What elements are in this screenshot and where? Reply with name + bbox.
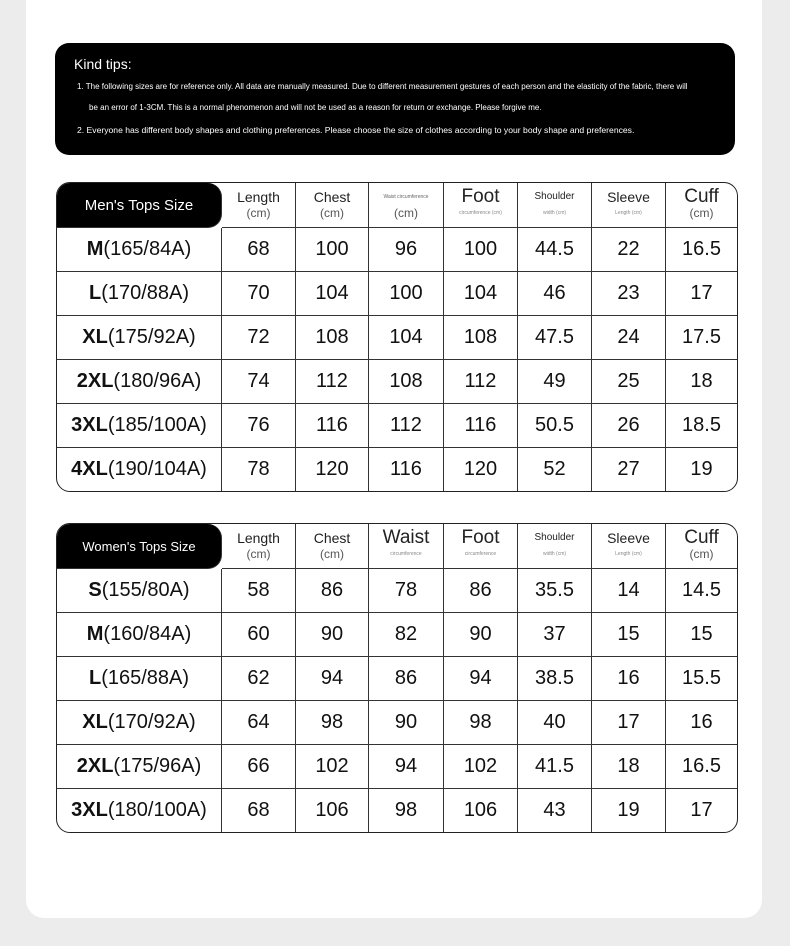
header-unit: (cm) bbox=[689, 547, 714, 561]
value-cell: 112 bbox=[444, 360, 518, 404]
size-cell bbox=[57, 569, 222, 613]
value-cell: 106 bbox=[444, 789, 518, 832]
tip-1-cont: be an error of 1-3CM. This is a normal phenomenon and will not be used as a reason for return or exchange. Please forgive me. bbox=[89, 103, 542, 112]
value-cell: 19 bbox=[592, 789, 666, 832]
size-spec: (180/100A) bbox=[107, 799, 207, 821]
value-cell: 38.5 bbox=[518, 657, 592, 701]
size-spec: (175/92A) bbox=[107, 326, 196, 348]
column-header bbox=[444, 183, 518, 228]
value-cell: 108 bbox=[369, 360, 444, 404]
value-cell: 120 bbox=[444, 448, 518, 491]
header-label: Waist circumference bbox=[383, 194, 429, 200]
size-cell bbox=[57, 613, 222, 657]
value-cell: 70 bbox=[222, 272, 296, 316]
size-label: 2XL bbox=[76, 370, 114, 392]
header-label: Cuff bbox=[684, 527, 719, 548]
column-header bbox=[222, 524, 296, 569]
size-label: 3XL bbox=[71, 414, 108, 436]
column-header bbox=[444, 524, 518, 569]
table-row bbox=[57, 360, 737, 404]
value-cell: 66 bbox=[222, 745, 296, 789]
size-cell bbox=[57, 745, 222, 789]
table-row bbox=[57, 569, 737, 613]
mens-size-table bbox=[56, 182, 738, 492]
column-header bbox=[666, 524, 737, 569]
size-spec: (170/88A) bbox=[101, 282, 190, 304]
value-cell: 68 bbox=[222, 228, 296, 272]
header-label: Chest bbox=[313, 530, 351, 546]
value-cell: 43 bbox=[518, 789, 592, 832]
column-header bbox=[296, 183, 369, 228]
size-spec: (165/88A) bbox=[101, 667, 190, 689]
value-cell: 106 bbox=[296, 789, 369, 832]
value-cell: 15 bbox=[592, 613, 666, 657]
value-cell: 60 bbox=[222, 613, 296, 657]
column-header bbox=[222, 183, 296, 228]
header-row bbox=[57, 524, 737, 569]
value-cell: 116 bbox=[444, 404, 518, 448]
size-cell bbox=[57, 360, 222, 404]
value-cell: 94 bbox=[296, 657, 369, 701]
value-cell: 17 bbox=[666, 272, 737, 316]
size-cell bbox=[57, 701, 222, 745]
value-cell: 90 bbox=[296, 613, 369, 657]
table-row bbox=[57, 448, 737, 491]
value-cell: 104 bbox=[444, 272, 518, 316]
header-label: Foot bbox=[461, 186, 500, 207]
size-label: 2XL bbox=[76, 755, 114, 777]
kind-tips-box bbox=[55, 43, 735, 155]
value-cell: 40 bbox=[518, 701, 592, 745]
value-cell: 49 bbox=[518, 360, 592, 404]
size-cell bbox=[57, 404, 222, 448]
value-cell: 16.5 bbox=[666, 228, 737, 272]
header-row bbox=[57, 183, 737, 228]
value-cell: 100 bbox=[444, 228, 518, 272]
size-spec: (165/84A) bbox=[103, 238, 192, 260]
value-cell: 98 bbox=[296, 701, 369, 745]
value-cell: 16.5 bbox=[666, 745, 737, 789]
value-cell: 18.5 bbox=[666, 404, 737, 448]
value-cell: 25 bbox=[592, 360, 666, 404]
value-cell: 14 bbox=[592, 569, 666, 613]
value-cell: 86 bbox=[444, 569, 518, 613]
value-cell: 82 bbox=[369, 613, 444, 657]
header-unit: width (cm) bbox=[542, 210, 567, 216]
size-spec: (160/84A) bbox=[103, 623, 192, 645]
value-cell: 98 bbox=[444, 701, 518, 745]
value-cell: 102 bbox=[444, 745, 518, 789]
tip-1: 1. The following sizes are for reference only. All data are manually measured. Due to different measurement gestures of each person and the elasticity of the fabric, there will bbox=[77, 82, 688, 91]
value-cell: 23 bbox=[592, 272, 666, 316]
value-cell: 35.5 bbox=[518, 569, 592, 613]
value-cell: 104 bbox=[296, 272, 369, 316]
size-spec: (170/92A) bbox=[107, 711, 196, 733]
size-label: L bbox=[88, 282, 102, 304]
size-label: 3XL bbox=[71, 799, 108, 821]
size-cell bbox=[57, 272, 222, 316]
value-cell: 16 bbox=[666, 701, 737, 745]
table-row bbox=[57, 404, 737, 448]
value-cell: 16 bbox=[592, 657, 666, 701]
value-cell: 62 bbox=[222, 657, 296, 701]
value-cell: 44.5 bbox=[518, 228, 592, 272]
value-cell: 15 bbox=[666, 613, 737, 657]
value-cell: 47.5 bbox=[518, 316, 592, 360]
size-cell bbox=[57, 789, 222, 832]
header-unit: circumference bbox=[464, 551, 497, 557]
header-unit: circumference bbox=[390, 551, 422, 557]
header-unit: width (cm) bbox=[542, 551, 567, 557]
size-cell bbox=[57, 448, 222, 491]
table-title: Women's Tops Size bbox=[57, 524, 222, 569]
value-cell: 116 bbox=[296, 404, 369, 448]
size-cell bbox=[57, 316, 222, 360]
value-cell: 17 bbox=[690, 799, 713, 821]
value-cell: 19 bbox=[690, 458, 713, 480]
column-header bbox=[369, 183, 444, 228]
size-label: 4XL bbox=[71, 458, 108, 480]
value-cell: 76 bbox=[222, 404, 296, 448]
column-header bbox=[518, 183, 592, 228]
value-cell: 120 bbox=[296, 448, 369, 491]
size-spec: (190/104A) bbox=[107, 458, 207, 480]
value-cell: 24 bbox=[592, 316, 666, 360]
value-cell: 17.5 bbox=[666, 316, 737, 360]
header-label: Waist bbox=[382, 527, 430, 548]
value-cell: 15.5 bbox=[666, 657, 737, 701]
table-row bbox=[57, 745, 737, 789]
table-row bbox=[57, 613, 737, 657]
header-unit: Length (cm) bbox=[615, 210, 642, 216]
size-spec: (185/100A) bbox=[107, 414, 207, 436]
size-cell bbox=[57, 228, 222, 272]
value-cell: 64 bbox=[222, 701, 296, 745]
size-spec: (175/96A) bbox=[113, 755, 202, 777]
header-unit: Length (cm) bbox=[615, 551, 642, 557]
value-cell: 108 bbox=[296, 316, 369, 360]
tip-2: 2. Everyone has different body shapes and clothing preferences. Please choose the size of clothes according to your body shape and preferences. bbox=[77, 125, 635, 135]
value-cell: 90 bbox=[369, 701, 444, 745]
column-header bbox=[518, 524, 592, 569]
header-label: Length bbox=[237, 530, 280, 546]
value-cell: 52 bbox=[518, 448, 592, 491]
size-label: M bbox=[86, 623, 104, 645]
table-row bbox=[57, 657, 737, 701]
header-label: Length bbox=[237, 189, 280, 205]
value-cell: 26 bbox=[592, 404, 666, 448]
value-cell: 86 bbox=[369, 657, 444, 701]
value-cell: 108 bbox=[444, 316, 518, 360]
value-cell: 94 bbox=[369, 745, 444, 789]
value-cell: 90 bbox=[444, 613, 518, 657]
header-unit: (cm) bbox=[246, 206, 271, 220]
value-cell: 94 bbox=[444, 657, 518, 701]
size-label: XL bbox=[82, 711, 108, 733]
table-row bbox=[57, 701, 737, 745]
column-header bbox=[296, 524, 369, 569]
value-cell: 104 bbox=[369, 316, 444, 360]
table-row bbox=[57, 272, 737, 316]
value-cell: 100 bbox=[296, 228, 369, 272]
value-cell: 17 bbox=[592, 701, 666, 745]
size-label: XL bbox=[82, 326, 108, 348]
table-title: Men's Tops Size bbox=[57, 183, 222, 228]
header-label: Sleeve bbox=[607, 189, 650, 205]
size-spec: (155/80A) bbox=[101, 579, 190, 601]
value-cell: 14.5 bbox=[666, 569, 737, 613]
tips-title: Kind tips: bbox=[74, 56, 132, 72]
column-header bbox=[369, 524, 444, 569]
column-header bbox=[592, 183, 666, 228]
header-label: Sleeve bbox=[607, 530, 650, 546]
value-cell: 102 bbox=[296, 745, 369, 789]
value-cell: 112 bbox=[296, 360, 369, 404]
table-row bbox=[57, 316, 737, 360]
size-label: L bbox=[88, 667, 102, 689]
table-row bbox=[57, 228, 737, 272]
header-label: Foot bbox=[461, 527, 500, 548]
value-cell: 50.5 bbox=[518, 404, 592, 448]
column-header bbox=[592, 524, 666, 569]
value-cell: 98 bbox=[369, 789, 444, 832]
size-label: M bbox=[86, 238, 104, 260]
value-cell: 100 bbox=[369, 272, 444, 316]
value-cell: 78 bbox=[222, 448, 296, 491]
header-label: Cuff bbox=[684, 186, 719, 207]
value-cell: 72 bbox=[222, 316, 296, 360]
table-row bbox=[57, 789, 737, 832]
header-unit: (cm) bbox=[320, 206, 344, 220]
size-label: S bbox=[88, 579, 102, 601]
column-header bbox=[666, 183, 737, 228]
value-cell: 41.5 bbox=[518, 745, 592, 789]
header-unit: (cm) bbox=[320, 547, 344, 561]
value-cell: 86 bbox=[296, 569, 369, 613]
header-unit: (cm) bbox=[246, 547, 271, 561]
header-unit: circumference (cm) bbox=[459, 210, 502, 216]
header-label: Shoulder bbox=[534, 532, 575, 543]
header-label: Shoulder bbox=[534, 191, 575, 202]
value-cell: 96 bbox=[369, 228, 444, 272]
size-cell bbox=[57, 657, 222, 701]
value-cell: 18 bbox=[592, 745, 666, 789]
value-cell: 46 bbox=[518, 272, 592, 316]
value-cell: 22 bbox=[592, 228, 666, 272]
header-unit: (cm) bbox=[394, 206, 418, 220]
value-cell: 37 bbox=[518, 613, 592, 657]
value-cell: 116 bbox=[369, 448, 444, 491]
value-cell: 58 bbox=[222, 569, 296, 613]
value-cell: 18 bbox=[666, 360, 737, 404]
size-spec: (180/96A) bbox=[113, 370, 202, 392]
value-cell: 78 bbox=[369, 569, 444, 613]
value-cell: 112 bbox=[369, 404, 444, 448]
value-cell: 74 bbox=[222, 360, 296, 404]
header-unit: (cm) bbox=[689, 206, 714, 220]
value-cell: 27 bbox=[592, 448, 666, 491]
value-cell: 68 bbox=[222, 789, 296, 832]
header-label: Chest bbox=[313, 189, 351, 205]
womens-size-table bbox=[56, 523, 738, 833]
